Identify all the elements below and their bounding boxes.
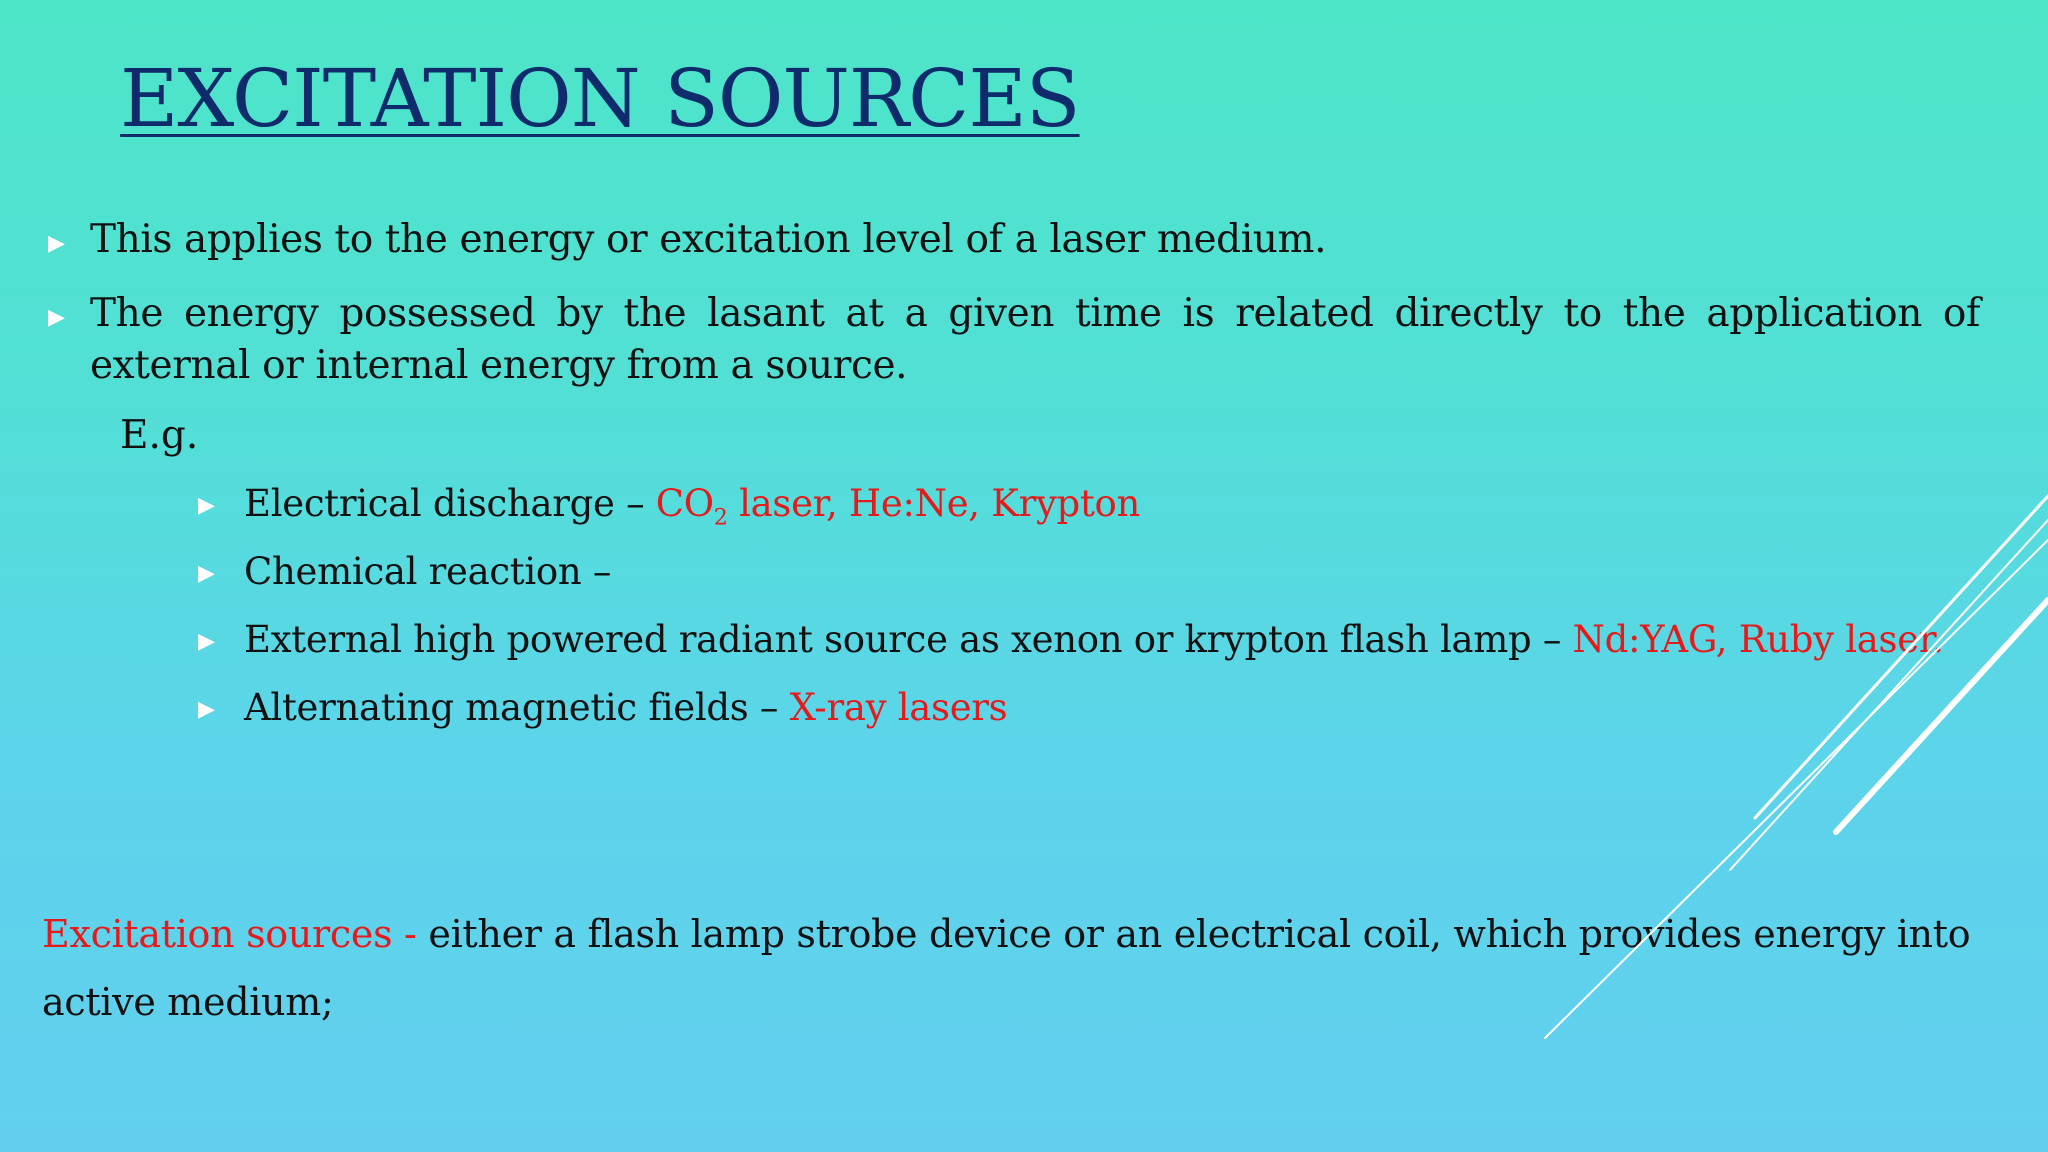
bullet-item-2 — [48, 288, 1980, 392]
example-label-3: External high powered radiant source as xenon or krypton flash lamp – — [244, 618, 1562, 661]
definition-term: Excitation sources - — [42, 912, 417, 956]
example-label-1: Electrical discharge – — [244, 482, 645, 525]
example-item-4 — [198, 682, 1007, 734]
bullet-item-1 — [48, 214, 1980, 266]
definition-paragraph — [42, 900, 1972, 1036]
bullet-triangle-icon: ▶ — [48, 305, 65, 330]
bullet-triangle-icon: ▶ — [48, 231, 65, 256]
example-item-1 — [198, 478, 1140, 543]
example-highlight-1: $CO_2$ laser, He:Ne, Krypton — [655, 482, 1141, 531]
sub-bullet-triangle-icon: ▶ — [198, 629, 215, 654]
example-label: E.g. — [120, 413, 199, 458]
definition-text: either a flash lamp strobe device or an electrical coil, which provides energy into active medium; — [42, 912, 1971, 1024]
example-label-2: Chemical reaction – — [244, 550, 612, 593]
example-item-3 — [198, 614, 1944, 666]
example-highlight-3: Nd:YAG, Ruby laser. — [1572, 618, 1944, 661]
sub-bullet-triangle-icon: ▶ — [198, 561, 215, 586]
bullet-text-1: This applies to the energy or excitation level of a laser medium. — [90, 217, 1327, 262]
sub-bullet-triangle-icon: ▶ — [198, 697, 215, 722]
example-item-2 — [198, 546, 611, 598]
example-highlight-4: X-ray lasers — [789, 686, 1008, 729]
sub-bullet-triangle-icon: ▶ — [198, 493, 215, 518]
example-label-4: Alternating magnetic fields – — [244, 686, 779, 729]
slide-title: EXCITATION SOURCES — [120, 52, 1080, 145]
bullet-text-2: The energy possessed by the lasant at a given time is related directly to the application of external or internal energy from a source. — [90, 291, 1980, 388]
